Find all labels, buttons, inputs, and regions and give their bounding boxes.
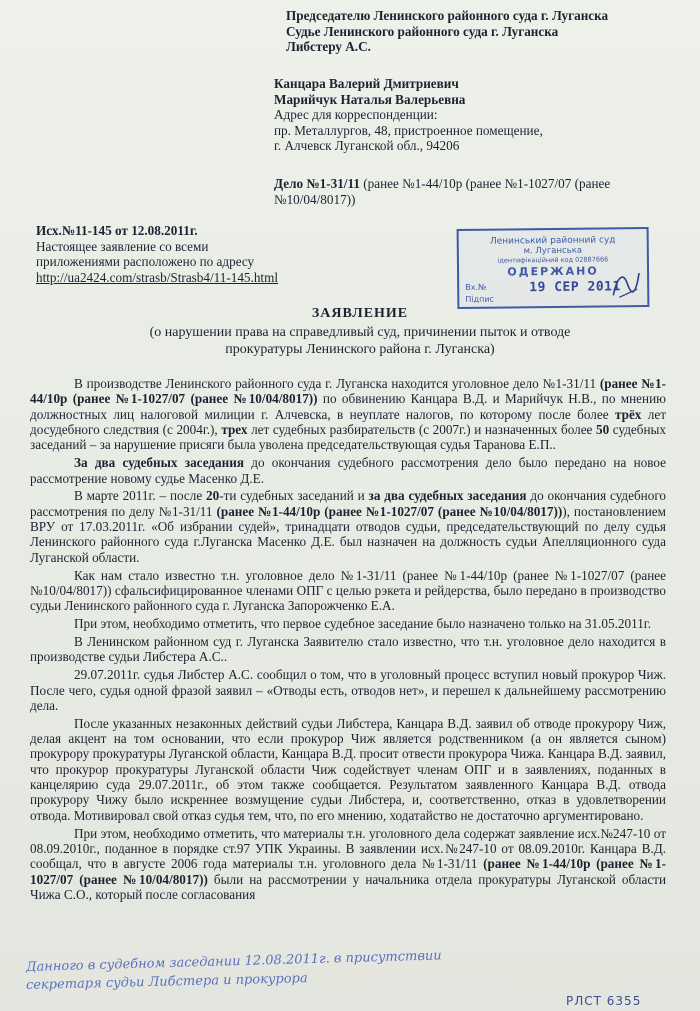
stamp-code: ідентифікаційний код 02887666 (497, 255, 609, 265)
paragraph: В производстве Ленинского районного суда г. Луганска находится уголовное дело №1-31/11 (ранее №1-44/10р (ранее №1-1027/07 (ранее №10/04/8017)) по обвинению Канцара В.Д. и Марийчук Н.В., по мнению должностных лиц налоговой милиции г. Алчевска, в неуплате налогов, по которому после более трёх лет досудебного следствия (с 2004г.), трех лет судебных разбирательств (с 2007г.) и назначенных более 50 судебных заседаний – за нарушение присяги была уволена председательствующая судья Таранова Е.П.. (30, 376, 666, 453)
stamp-vx-label: Вх.№ (465, 282, 487, 292)
addressee-line: Председателю Ленинского районного суда г. Луганска (286, 8, 609, 23)
paragraph: В Ленинском районном суд г. Луганска Заявителю стало известно, что т.н. уголовное дело находится в производстве судьи Либстера А.С.. (30, 634, 666, 665)
signature-scrawl-icon (609, 267, 643, 301)
addressee-line: Либстеру А.С. (286, 39, 371, 54)
address-line: пр. Металлургов, 48, пристроенное помещение, (274, 122, 543, 138)
subtitle-line: (о нарушении права на справедливый суд, причинении пыток и отводе (149, 325, 571, 340)
handwritten-line: секретаря судьи Либстера и прокурора (25, 971, 308, 993)
subtitle-line: прокуратуры Ленинского района г. Луганска) (225, 342, 495, 357)
outgoing-number: Исх.№11-145 от 12.08.2011г. (36, 223, 198, 238)
paragraph: При этом, необходимо отметить, что материалы т.н. уголовного дела содержат заявление исх.№247-10 от 08.09.2010г., поданное в порядке ст.97 УПК Украины. В заявлении исх.№247-10 от 08.09.2010г. Канцара В.Д. сообщал, что в августе 2006 года материалы т.н. уголовного дела №1-31/11 (ранее №1-44/10р (ранее №1-1027/07 (ранее №10/04/8017)) были на рассмотрении у начальника отдела прокуратуры Луганской области Чижа С.О., который после согласования (30, 825, 666, 902)
address-line: г. Алчевск Луганской обл., 94206 (274, 138, 460, 153)
stamp-city: м. Луганська (523, 245, 583, 257)
outgoing-block (36, 223, 336, 285)
paragraph: 29.07.2011г. судья Либстер А.С. сообщил о том, что в уголовный процесс вступил новый прокурор Чиж. После чего, судья одной фразой заявил – «Отводы есть, отводов нет», и перешел к дальнейшему рассмотрению дела. (30, 667, 666, 713)
outgoing-note: приложениями расположено по адресу (36, 254, 255, 270)
stamp-court-name: Ленинський районний суд (489, 235, 616, 247)
handwritten-note (25, 948, 676, 994)
statement-body (30, 376, 666, 905)
applicant-name: Канцара Валерий Дмитриевич (274, 76, 459, 91)
address-label: Адрес для корреспонденции: (274, 107, 438, 122)
addressee-line: Судье Ленинского районного суда г. Луганска (286, 23, 559, 39)
document-url-link[interactable]: http://ua2424.com/strasb/Strasb4/11-145.html (36, 269, 278, 285)
case-number (274, 176, 674, 207)
outgoing-note: Настоящее заявление со всеми (36, 238, 209, 254)
received-stamp (457, 227, 650, 309)
handwritten-line: Данного в судебном заседании 12.08.2011г. в присутствии (25, 948, 442, 975)
paragraph: Как нам стало известно т.н. уголовное дело №1-31/11 (ранее №1-44/10р (ранее №1-1027/07 (ранее №10/04/8017)) сфальсифицированное членами ОПГ с целью рэкета и рейдерства, было передано в производство судьи Ленинского районного суда г. Луганска Запорожченко Е.А. (30, 567, 666, 614)
paragraph: После указанных незаконных действий судьи Либстера, Канцара В.Д. заявил об отводе прокурору Чиж, делая акцент на том основании, что если прокурор Чиж является родственником (а он является сыном) прокурору прокуратуры Луганской области, Канцара В.Д. просит отвести прокурора Чижа. Канцара В.Д. заявил, что прокурор прокуратуры Луганской области Чиж содействует членам ОПГ и в заявлениях, поданных в канцелярию суда 29.07.2011г., об этом также сообщается. Результатом заявленного Канцара В.Д. отвода прокурору Чижу было искреннее возмущение судьи Либстера, и, соответственно, отказ в удовлетворении отвода. Мотивировал свой отказ судья тем, что, по его мнению, ходатайство не достаточно аргументировано. (30, 715, 666, 823)
addressee-block (286, 8, 686, 55)
applicant-name: Марийчук Наталья Валерьевна (274, 91, 466, 107)
paragraph: В марте 2011г. – после 20-ти судебных заседаний и за два судебных заседания до окончания судебного рассмотрения по делу №1-31/11 (ранее №1-44/10р (ранее №1-1027/07 (ранее №10/04/8017))), постановлением ВРУ от 17.03.2011г. «Об избрании судей», тринадцати отводов судьи, председательствующий по делу судья Ленинского районного суда г.Луганска Масенко Д.Е. был назначен на должность судьи Апелляционного суда Луганской области. (30, 488, 666, 565)
stamp-sign-label: Підпис (465, 294, 494, 304)
paragraph: При этом, необходимо отметить, что первое судебное заседание было назначено только на 31.05.2011г. (74, 616, 651, 632)
registration-code: РЛСТ 6355 (566, 994, 642, 1008)
document-title: ЗАЯВЛЕНИЕ (311, 306, 409, 321)
applicants-block (274, 76, 684, 154)
document-subtitle (60, 324, 660, 358)
stamp-date: 19 СЕР 2011 (529, 279, 621, 296)
stamp-received: ОДЕРЖАНО (507, 264, 599, 279)
case-number-rest: (ранее №1-44/10р (ранее №1-1027/07 (ранее №10/04/8017)) (274, 176, 611, 207)
paragraph: За два судебных заседания до окончания судебного рассмотрения дело было передано на новое рассмотрение новому судье Масенко Д.Е. (30, 455, 666, 486)
case-number-bold: Дело №1-31/11 (274, 176, 360, 191)
